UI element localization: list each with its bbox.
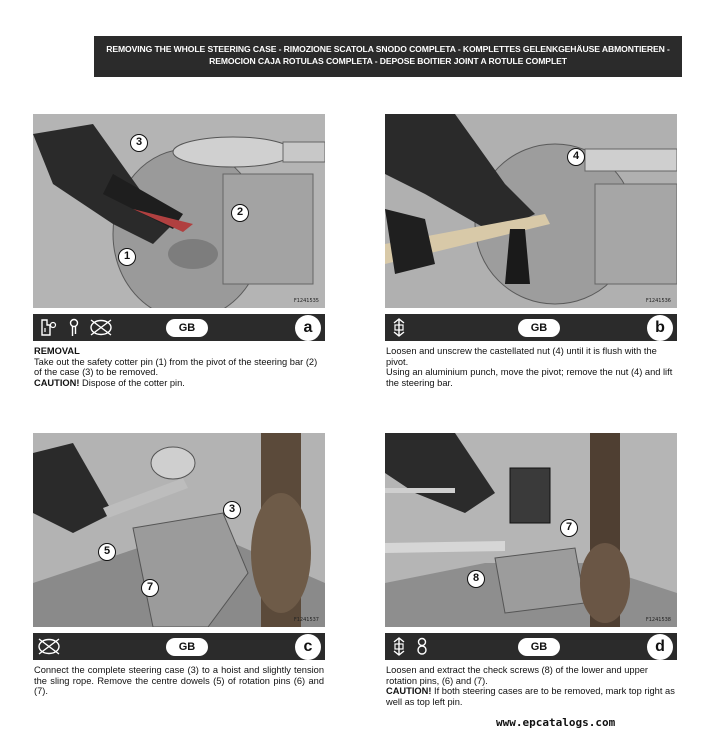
step-body: Connect the complete steering case (3) to a hoist and slightly tension the sling rope. Remove the centre dowels (5) of rotation pins (6) and (7). bbox=[34, 665, 324, 696]
step-b-text bbox=[386, 346, 676, 388]
figure-code: F1241535 bbox=[293, 298, 319, 304]
step-panel-a bbox=[33, 114, 325, 404]
callout-7: 7 bbox=[141, 579, 159, 597]
step-b-illustration bbox=[385, 114, 677, 308]
figure-code: F1241538 bbox=[645, 617, 671, 623]
step-b-photo bbox=[385, 114, 677, 308]
step-panel-c bbox=[33, 433, 325, 723]
callout-1: 1 bbox=[118, 248, 136, 266]
step-letter: b bbox=[647, 315, 673, 341]
step-a-toolbar bbox=[33, 314, 325, 341]
header-line-1: REMOVING THE WHOLE STEERING CASE - RIMOZIONE SCATOLA SNODO COMPLETA - KOMPLETTES GELENKGEHÄUSE ABMONTIEREN - bbox=[106, 44, 670, 54]
step-c-toolbar bbox=[33, 633, 325, 660]
callout-3: 3 bbox=[130, 134, 148, 152]
language-badge: GB bbox=[166, 319, 208, 337]
language-badge: GB bbox=[518, 638, 560, 656]
caution-label: CAUTION! bbox=[386, 686, 432, 696]
caution-label: CAUTION! bbox=[34, 377, 80, 388]
step-c-illustration bbox=[33, 433, 325, 627]
callout-4: 4 bbox=[567, 148, 585, 166]
step-body: Take out the safety cotter pin (1) from the pivot of the steering bar (2) of the case (3) to be removed. bbox=[34, 356, 318, 377]
callout-3: 3 bbox=[223, 501, 241, 519]
step-body-2: Using an aluminium punch, move the pivot; remove the nut (4) and lift the steering bar. bbox=[386, 367, 673, 388]
loosen-icon bbox=[388, 636, 410, 657]
callout-2: 2 bbox=[231, 204, 249, 222]
step-d-photo bbox=[385, 433, 677, 627]
callout-5: 5 bbox=[98, 543, 116, 561]
step-d-toolbar bbox=[385, 633, 677, 660]
step-a-text bbox=[34, 346, 324, 388]
step-body: Loosen and unscrew the castellated nut (4) until it is flush with the pivot. bbox=[386, 346, 657, 367]
callout-7: 7 bbox=[560, 519, 578, 537]
step-c-text bbox=[34, 665, 324, 697]
step-body: Loosen and extract the check screws (8) of the lower and upper rotation pins, (6) and (7). bbox=[386, 665, 649, 686]
step-d-text bbox=[386, 665, 676, 707]
no-reuse-icon bbox=[88, 317, 114, 338]
step-c-photo bbox=[33, 433, 325, 627]
step-title: REMOVAL bbox=[34, 346, 80, 356]
no-reuse-icon bbox=[36, 636, 62, 657]
caution-text: Dispose of the cotter pin. bbox=[79, 377, 185, 388]
lubrication-icon bbox=[37, 317, 59, 338]
header-line-2: REMOCION CAJA ROTULAS COMPLETA - DEPOSE BOITIER JOINT A ROTULE COMPLET bbox=[209, 56, 567, 66]
footer-watermark: www.epcatalogs.com bbox=[496, 716, 616, 729]
step-d-illustration bbox=[385, 433, 677, 627]
step-panel-d bbox=[385, 433, 677, 723]
language-badge: GB bbox=[166, 638, 208, 656]
caution-text: If both steering cases are to be removed, mark top right as well as top left pin. bbox=[386, 686, 675, 707]
step-a-illustration bbox=[33, 114, 325, 308]
step-letter: a bbox=[295, 315, 321, 341]
mark-icon bbox=[411, 636, 433, 657]
caution-line bbox=[386, 686, 676, 707]
figure-code: F1241537 bbox=[293, 617, 319, 623]
step-a-photo bbox=[33, 114, 325, 308]
callout-8: 8 bbox=[467, 570, 485, 588]
figure-code: F1241536 bbox=[645, 298, 671, 304]
caution-line bbox=[34, 378, 324, 389]
page-header bbox=[94, 36, 682, 77]
step-b-toolbar bbox=[385, 314, 677, 341]
loosen-icon bbox=[388, 317, 410, 338]
step-letter: c bbox=[295, 634, 321, 660]
cotter-pin-icon bbox=[63, 317, 85, 338]
step-letter: d bbox=[647, 634, 673, 660]
language-badge: GB bbox=[518, 319, 560, 337]
step-panel-b bbox=[385, 114, 677, 404]
